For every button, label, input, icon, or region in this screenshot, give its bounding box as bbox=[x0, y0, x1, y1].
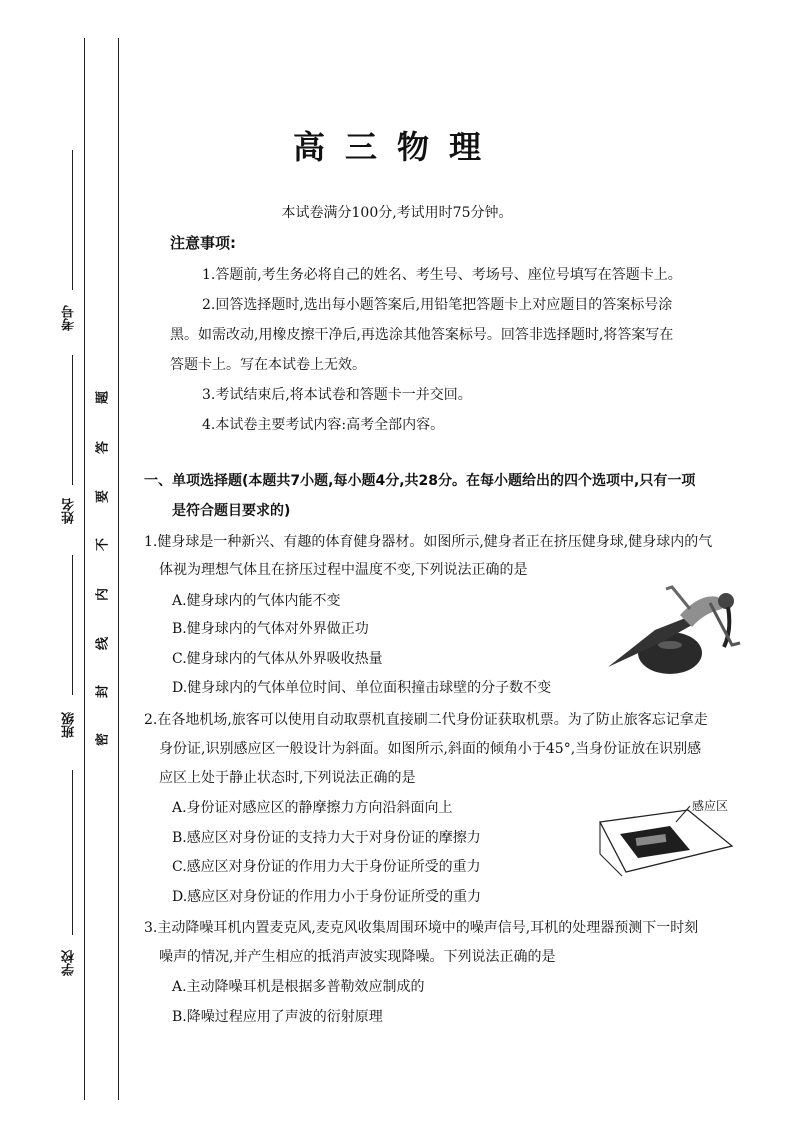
seal-char: 要 bbox=[95, 490, 111, 504]
section-heading: 一、单项选择题(本题共7小题,每小题4分,共28分。在每小题给出的四个选项中,只有一项 bbox=[144, 473, 696, 489]
question-1-option-d: D.健身球内的气体单位时间、单位面积撞击球壁的分子数不变 bbox=[172, 680, 552, 696]
notice-line: 1.答题前,考生务必将自己的姓名、考生号、考场号、座位号填写在答题卡上。 bbox=[202, 267, 682, 283]
seal-char: 密 bbox=[95, 733, 111, 747]
question-2-option-b: B.感应区对身份证的支持力大于对身份证的摩擦力 bbox=[172, 830, 481, 846]
binding-strip bbox=[0, 0, 130, 1122]
question-3-option-b: B.降噪过程应用了声波的衍射原理 bbox=[172, 1009, 383, 1025]
school-line bbox=[72, 770, 73, 935]
school-label: 学校 bbox=[62, 950, 77, 976]
binding-line-outer bbox=[84, 38, 85, 1100]
question-2-stem-cont: 身份证,识别感应区一般设计为斜面。如图所示,斜面的倾角小于45°,当身份证放在识别感 bbox=[159, 741, 702, 757]
notice-heading: 注意事项: bbox=[170, 234, 236, 252]
question-1-option-c: C.健身球内的气体从外界吸收热量 bbox=[172, 651, 383, 667]
notice-line: 2.回答选择题时,选出每小题答案后,用铅笔把答题卡上对应题目的答案标号涂 bbox=[202, 297, 673, 313]
name-label: 姓名 bbox=[62, 498, 77, 524]
binding-line-inner bbox=[118, 38, 119, 1100]
notice-line: 答题卡上。写在本试卷上无效。 bbox=[170, 357, 366, 373]
question-1-stem: 1.健身球是一种新兴、有趣的体育健身器材。如图所示,健身者正在挤压健身球,健身球内的气 bbox=[144, 534, 713, 550]
question-2-option-c: C.感应区对身份证的作用力大于身份证所受的重力 bbox=[172, 859, 481, 875]
exam-no-label: 考号 bbox=[62, 305, 77, 331]
exam-info: 本试卷满分100分,考试用时75分钟。 bbox=[281, 205, 513, 221]
notice-line: 4.本试卷主要考试内容:高考全部内容。 bbox=[202, 417, 445, 433]
seal-char: 内 bbox=[95, 588, 111, 602]
notice-line: 黑。如需改动,用橡皮擦干净后,再选涂其他答案标号。回答非选择题时,将答案写在 bbox=[170, 327, 674, 343]
fitness-ball-figure bbox=[600, 575, 745, 675]
question-1-option-b: B.健身球内的气体对外界做正功 bbox=[172, 621, 369, 637]
class-line bbox=[72, 555, 73, 695]
question-2-option-a: A.身份证对感应区的静摩擦力方向沿斜面向上 bbox=[172, 800, 453, 816]
notice-line: 3.考试结束后,将本试卷和答题卡一并交回。 bbox=[202, 387, 472, 403]
name-line bbox=[72, 355, 73, 485]
question-1-option-a: A.健身球内的气体内能不变 bbox=[172, 593, 341, 609]
question-2-stem-cont: 应区上处于静止状态时,下列说法正确的是 bbox=[159, 770, 416, 786]
seal-char: 线 bbox=[95, 637, 111, 651]
seal-char: 题 bbox=[95, 391, 111, 405]
page-title: 高三物理 bbox=[292, 128, 501, 166]
question-2-option-d: D.感应区对身份证的作用力小于身份证所受的重力 bbox=[172, 889, 482, 905]
question-1-stem-cont: 体视为理想气体且在挤压过程中温度不变,下列说法正确的是 bbox=[159, 562, 528, 578]
seal-char: 不 bbox=[95, 538, 111, 552]
question-3-stem: 3.主动降噪耳机内置麦克风,麦克风收集周围环境中的噪声信号,耳机的处理器预测下一时刻 bbox=[144, 920, 699, 936]
question-3-option-a: A.主动降噪耳机是根据多普勒效应制成的 bbox=[172, 979, 425, 995]
class-label: 班级 bbox=[62, 712, 77, 738]
section-heading-cont: 是符合题目要求的) bbox=[172, 503, 291, 519]
seal-char: 封 bbox=[95, 685, 111, 699]
seal-char: 答 bbox=[95, 441, 111, 455]
question-2-stem: 2.在各地机场,旅客可以使用自动取票机直接刷二代身份证获取机票。为了防止旅客忘记拿走 bbox=[144, 712, 708, 728]
sensing-area-label: 感应区 bbox=[692, 799, 729, 813]
question-3-stem-cont: 噪声的情况,并产生相应的抵消声波实现降噪。下列说法正确的是 bbox=[159, 949, 556, 965]
